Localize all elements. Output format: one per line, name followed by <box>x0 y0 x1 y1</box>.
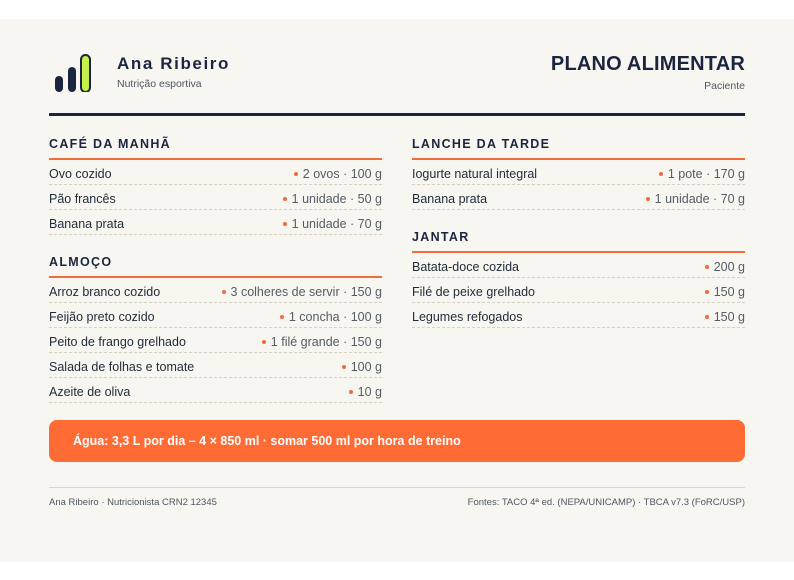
bullet-dot-icon <box>342 365 346 369</box>
bullet-dot-icon <box>262 340 266 344</box>
bullet-dot-icon <box>705 290 709 294</box>
food-name: Feijão preto cozido <box>49 309 155 324</box>
food-name: Banana prata <box>49 216 125 231</box>
food-row <box>412 185 745 210</box>
section-title: CAFÉ DA MANHÃ <box>49 137 382 160</box>
header-divider <box>49 113 745 116</box>
food-name: Peito de frango grelhado <box>49 334 186 349</box>
bullet-dot-icon <box>280 315 284 319</box>
bullet-dot-icon <box>646 197 650 201</box>
footer-divider <box>49 487 745 488</box>
food-quantity: 150 g <box>705 310 745 324</box>
header <box>49 52 745 114</box>
food-quantity: 1 unidade · 70 g <box>283 217 382 231</box>
food-quantity: 1 unidade · 50 g <box>283 192 382 206</box>
food-row <box>49 353 382 378</box>
food-quantity: 150 g <box>705 285 745 299</box>
footer-credentials: Ana Ribeiro · Nutricionista CRN2 12345 <box>49 497 217 508</box>
food-quantity: 200 g <box>705 260 745 274</box>
section-title: JANTAR <box>412 230 745 253</box>
food-row <box>49 278 382 303</box>
food-row <box>412 278 745 303</box>
food-row <box>49 185 382 210</box>
food-quantity: 1 pote · 170 g <box>659 167 745 181</box>
food-name: Batata-doce cozida <box>412 259 520 274</box>
food-name: Pão francês <box>49 191 116 206</box>
left-column <box>49 137 382 423</box>
food-quantity: 10 g <box>349 385 382 399</box>
water-intake-text: Água: 3,3 L por dia – 4 × 850 ml · somar 500 ml por hora de treino <box>73 434 461 448</box>
food-name: Salada de folhas e tomate <box>49 359 195 374</box>
food-name: Iogurte natural integral <box>412 166 538 181</box>
food-row <box>49 210 382 235</box>
brand-name: Ana Ribeiro <box>117 54 231 73</box>
document-subtitle: Paciente <box>704 80 745 92</box>
section-title: LANCHE DA TARDE <box>412 137 745 160</box>
bullet-dot-icon <box>349 390 353 394</box>
water-intake-banner <box>49 420 745 462</box>
section-afternoon-snack <box>412 137 745 210</box>
food-name: Banana prata <box>412 191 488 206</box>
food-quantity: 1 unidade · 70 g <box>646 192 745 206</box>
food-row <box>49 378 382 403</box>
food-name: Arroz branco cozido <box>49 284 161 299</box>
food-name: Ovo cozido <box>49 166 112 181</box>
food-quantity: 1 filé grande · 150 g <box>262 335 382 349</box>
bullet-dot-icon <box>222 290 226 294</box>
footer-sources: Fontes: TACO 4ª ed. (NEPA/UNICAMP) · TBCA v7.3 (FoRC/USP) <box>467 497 745 508</box>
food-quantity: 1 concha · 100 g <box>280 310 382 324</box>
food-row <box>49 303 382 328</box>
document-title: PLANO ALIMENTAR <box>550 53 745 75</box>
food-row <box>49 160 382 185</box>
bullet-dot-icon <box>705 315 709 319</box>
food-name: Azeite de oliva <box>49 384 131 399</box>
bullet-dot-icon <box>705 265 709 269</box>
food-quantity: 100 g <box>342 360 382 374</box>
food-name: Filé de peixe grelhado <box>412 284 535 299</box>
bullet-dot-icon <box>659 172 663 176</box>
right-column <box>412 137 745 348</box>
section-breakfast <box>49 137 382 235</box>
bullet-dot-icon <box>283 197 287 201</box>
food-quantity: 3 colheres de servir · 150 g <box>222 285 382 299</box>
section-lunch <box>49 255 382 403</box>
signal-bars-logo-icon <box>54 54 94 92</box>
section-dinner <box>412 230 745 328</box>
food-quantity: 2 ovos · 100 g <box>294 167 382 181</box>
food-row <box>412 303 745 328</box>
bullet-dot-icon <box>283 222 287 226</box>
food-name: Legumes refogados <box>412 309 523 324</box>
food-row <box>49 328 382 353</box>
brand-subtitle: Nutrição esportiva <box>117 78 202 90</box>
food-row <box>412 253 745 278</box>
bullet-dot-icon <box>294 172 298 176</box>
section-title: ALMOÇO <box>49 255 382 278</box>
food-row <box>412 160 745 185</box>
